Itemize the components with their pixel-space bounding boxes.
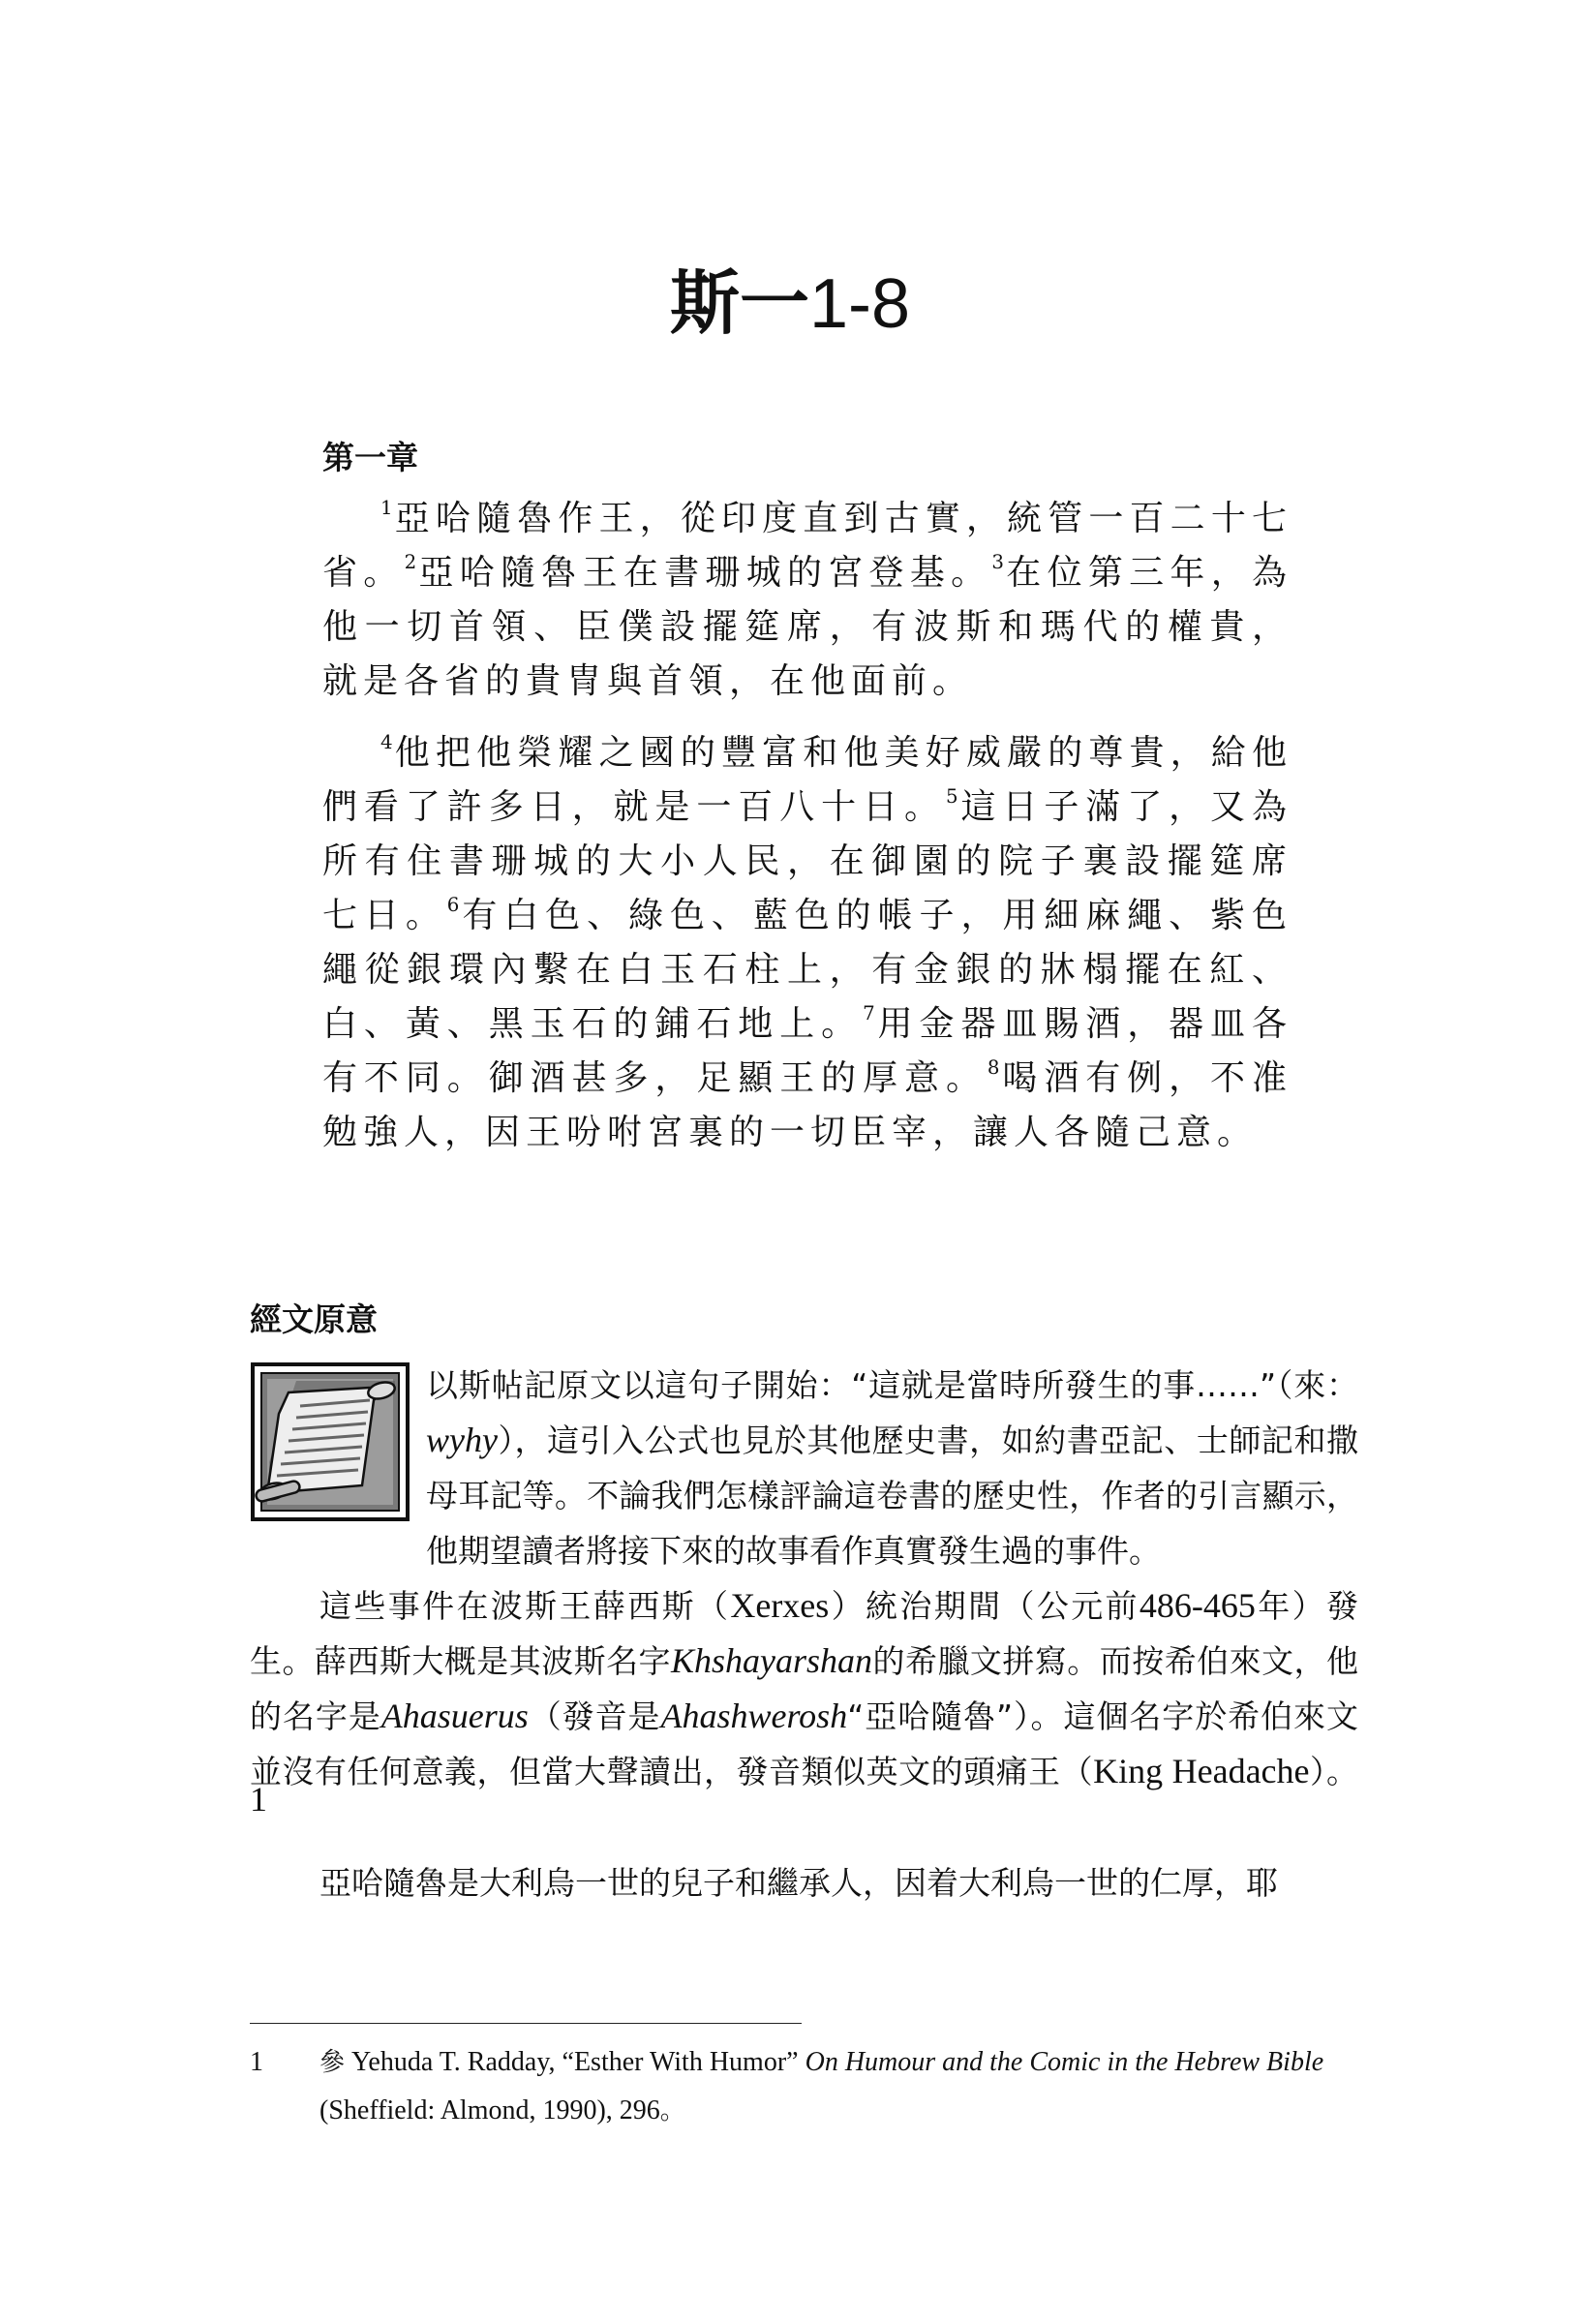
text-run: （發音是 <box>528 1697 661 1735</box>
commentary-paragraph: 亞哈隨魯是大利烏一世的兒子和繼承人，因着大利烏一世的仁厚，耶 <box>319 1863 1278 1902</box>
commentary-paragraph <box>250 1578 1358 1855</box>
footnote-divider <box>250 2023 802 2024</box>
chapter-heading: 第一章 <box>322 439 418 476</box>
persian-name: Khshayarshan <box>671 1641 873 1680</box>
verse-paragraph <box>322 492 1292 709</box>
text-run: 。 <box>659 2096 685 2125</box>
verse-text: 這日子滿了，又為所有住書珊城的大小人民，在御園的院子裏設擺筵席七日。 <box>322 787 1292 935</box>
book-title: On Humour and the Comic in the Hebrew Bible <box>805 2047 1324 2077</box>
verse-text: 亞哈隨魯王在書珊城的宮登基。 <box>418 553 992 593</box>
verse-text: 用金器皿賜酒，器皿各有不同。御酒甚多，足顯王的厚意。 <box>322 1004 1292 1098</box>
latin-name: King Headache <box>1093 1752 1310 1790</box>
verse-number: 1 <box>380 497 393 520</box>
latin-name: Xerxes <box>730 1586 830 1625</box>
title-book: 斯一 <box>669 262 809 344</box>
year-range: 486-465 <box>1139 1586 1256 1625</box>
text-run: ），這引入公式也見於其他歷史書，如約書亞記、士師記和撒母耳記等。不論我們怎樣評論這卷書的歷史性，作者的引言顯示，他期望讀者將接下來的故事看作真實發生過的事件。 <box>426 1422 1358 1570</box>
footnote-ref[interactable]: 1 <box>250 1780 267 1819</box>
title-range: 1-8 <box>808 265 911 343</box>
verse-number: 4 <box>380 731 393 754</box>
page-title <box>0 260 1580 348</box>
text-run: 的希臘文拼寫。而按希伯來文，他的名字是 <box>250 1642 1359 1735</box>
verse-number: 7 <box>863 1002 875 1025</box>
verse-number: 2 <box>404 551 417 574</box>
text-run: 這些事件在波斯王薛西斯（ <box>319 1587 731 1625</box>
footnote-text <box>319 2038 1358 2135</box>
hebrew-name: Ahasuerus <box>380 1697 529 1735</box>
footnote-number: 1 <box>250 2047 263 2077</box>
verse-text: 亞哈隨魯作王，從印度直到古實，統管一百二十七省。 <box>322 499 1292 593</box>
verse-paragraph <box>322 726 1292 1160</box>
text-run: 以斯帖記原文以這句子開始：“這就是當時所發生的事……”（來： <box>426 1366 1358 1404</box>
scroll-icon <box>250 1361 410 1522</box>
text-run: ）。 <box>1309 1753 1359 1790</box>
pronunciation: Ahashwerosh <box>660 1697 848 1735</box>
verse-text: 在位第三年，為他一切首領、臣僕設擺筵席，有波斯和瑪代的權貴，就是各省的貴冑與首領，在他面前。 <box>322 553 1292 701</box>
section-heading: 經文原意 <box>250 1300 378 1338</box>
verse-text: 有白色、綠色、藍色的帳子，用細麻繩、紫色繩從銀環內繫在白玉石柱上，有金銀的牀榻擺在紅、白、黃、黑玉石的鋪石地上。 <box>322 896 1292 1044</box>
commentary-paragraph <box>250 1358 1358 1578</box>
text-run: ）統治期間（公元前 <box>829 1587 1139 1625</box>
verse-number: 5 <box>945 785 958 809</box>
transliteration: wyhy <box>426 1421 498 1459</box>
verse-number: 8 <box>987 1056 1000 1080</box>
text-run: 年）發生。薛西斯大概是其波斯名字 <box>250 1587 1359 1680</box>
text-run: 參 <box>319 2048 346 2077</box>
verse-number: 3 <box>991 551 1004 574</box>
citation: Yehuda T. Radday, “Esther With Humor” <box>345 2047 805 2077</box>
verse-number: 6 <box>446 894 460 917</box>
verse-text: 喝酒有例，不准勉強人，因王吩咐宮裏的一切臣宰，讓人各隨己意。 <box>322 1058 1292 1152</box>
scripture-passage <box>322 434 1292 1160</box>
commentary-section <box>250 1296 1358 1911</box>
text-run: “亞哈隨魯”）。這個名字於希伯來文並沒有任何意義，但當大聲讀出，發音類似英文的頭痛王（ <box>250 1697 1359 1790</box>
publisher: (Sheffield: Almond, 1990), 296 <box>319 2095 660 2125</box>
verse-text: 他把他榮耀之國的豐富和他美好威嚴的尊貴，給他們看了許多日，就是一百八十日。 <box>322 733 1292 827</box>
footnote <box>250 2038 1358 2135</box>
